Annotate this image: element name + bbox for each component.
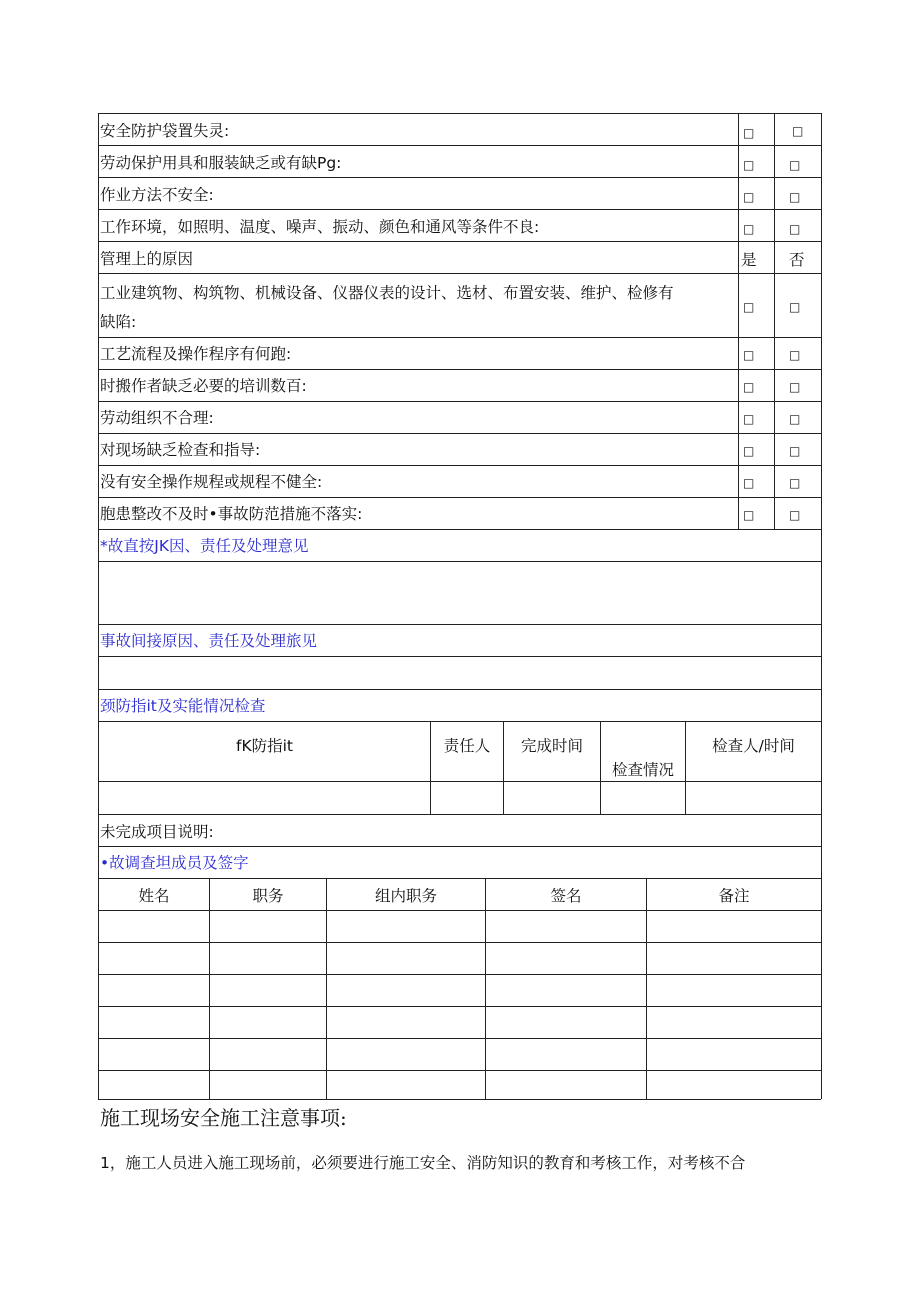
table-row[interactable]	[99, 975, 821, 1006]
no-checkbox[interactable]: □	[789, 158, 801, 172]
indirect-cause-heading: 事故间接原因、责任及处理旅见	[100, 632, 318, 650]
inspection-status-cell[interactable]	[601, 782, 685, 813]
yes-checkbox[interactable]: □	[743, 380, 755, 394]
yes-checkbox[interactable]: □	[743, 222, 755, 236]
yes-checkbox[interactable]: □	[743, 300, 755, 314]
completion-time-header: 完成时间	[520, 737, 583, 755]
yes-header: 是	[741, 251, 757, 269]
row-label: 劳动组织不合理:	[100, 409, 214, 427]
position-header: 职务	[252, 887, 284, 905]
indirect-cause-field[interactable]	[99, 657, 821, 688]
no-checkbox[interactable]: □	[789, 412, 801, 426]
yes-checkbox[interactable]: □	[743, 158, 755, 172]
signature-header: 签名	[550, 887, 582, 905]
no-checkbox[interactable]: □	[789, 476, 801, 490]
notes-heading: 施工现场安全施工注意事项:	[100, 1106, 347, 1130]
no-checkbox[interactable]: □	[792, 124, 804, 138]
prevention-heading: 颈防指it及实能情况检查	[100, 697, 266, 715]
team-role-header: 组内职务	[374, 887, 437, 905]
yes-checkbox[interactable]: □	[743, 190, 755, 204]
team-heading: •故调查坦成员及签字	[100, 854, 249, 872]
row-label: 作业方法不安全:	[100, 186, 214, 204]
completion-time-cell[interactable]	[504, 782, 600, 813]
row-label: 胞患整改不及时•事故防范措施不落实:	[100, 505, 363, 523]
notes-item-1: 1，施工人员进入施工现场前，必须要进行施工安全、消防知识的教育和考核工作，对考核不合	[100, 1154, 746, 1172]
yes-checkbox[interactable]: □	[743, 126, 755, 140]
row-label: 时搬作者缺乏必要的培训数百:	[100, 377, 307, 395]
row-label: 安全防护袋置失灵:	[100, 122, 230, 140]
no-checkbox[interactable]: □	[789, 190, 801, 204]
name-header: 姓名	[138, 887, 170, 905]
inspector-time-header: 检查人/时间	[712, 737, 795, 755]
measures-header: fK防指it	[235, 737, 293, 755]
no-checkbox[interactable]: □	[789, 444, 801, 458]
inspection-status-header: 检查情况	[611, 761, 674, 779]
responsible-header: 责任人	[443, 737, 491, 755]
no-checkbox[interactable]: □	[789, 508, 801, 522]
table-row[interactable]	[99, 1007, 821, 1038]
no-checkbox[interactable]: □	[789, 222, 801, 236]
row-label: 劳动保护用具和服装缺乏或有缺Pg:	[100, 154, 342, 172]
row-label: 对现场缺乏检查和指导:	[100, 441, 261, 459]
yes-checkbox[interactable]: □	[743, 348, 755, 362]
direct-cause-heading: *故直按JK因、责任及处理意见	[100, 537, 309, 555]
table-row[interactable]	[99, 943, 821, 974]
yes-checkbox[interactable]: □	[743, 444, 755, 458]
remarks-header: 备注	[718, 887, 750, 905]
row-label: 没有安全操作规程或规程不健全:	[100, 473, 323, 491]
table-row[interactable]	[99, 911, 821, 942]
row-label: 工作环境，如照明、温度、噪声、振动、颜色和通风等条件不良:	[100, 218, 540, 236]
yes-checkbox[interactable]: □	[743, 412, 755, 426]
measures-cell[interactable]	[99, 782, 430, 813]
table-row[interactable]	[99, 1071, 821, 1099]
direct-cause-field[interactable]	[99, 562, 821, 623]
inspector-time-cell[interactable]	[686, 782, 821, 813]
yes-checkbox[interactable]: □	[743, 508, 755, 522]
management-header: 管理上的原因	[100, 250, 194, 268]
row-label: 工艺流程及操作程序有何跑:	[100, 345, 292, 363]
row-label-continued: 缺陷:	[100, 313, 137, 331]
no-checkbox[interactable]: □	[789, 380, 801, 394]
table-row[interactable]	[99, 1039, 821, 1070]
responsible-cell[interactable]	[431, 782, 503, 813]
no-checkbox[interactable]: □	[789, 300, 801, 314]
no-checkbox[interactable]: □	[789, 348, 801, 362]
row-label: 工业建筑物、构筑物、机械设备、仪器仪表的设计、选材、布置安装、维护、检修有	[100, 284, 674, 302]
yes-checkbox[interactable]: □	[743, 476, 755, 490]
no-header: 否	[789, 251, 805, 269]
unfinished-label: 未完成项目说明:	[100, 823, 214, 841]
